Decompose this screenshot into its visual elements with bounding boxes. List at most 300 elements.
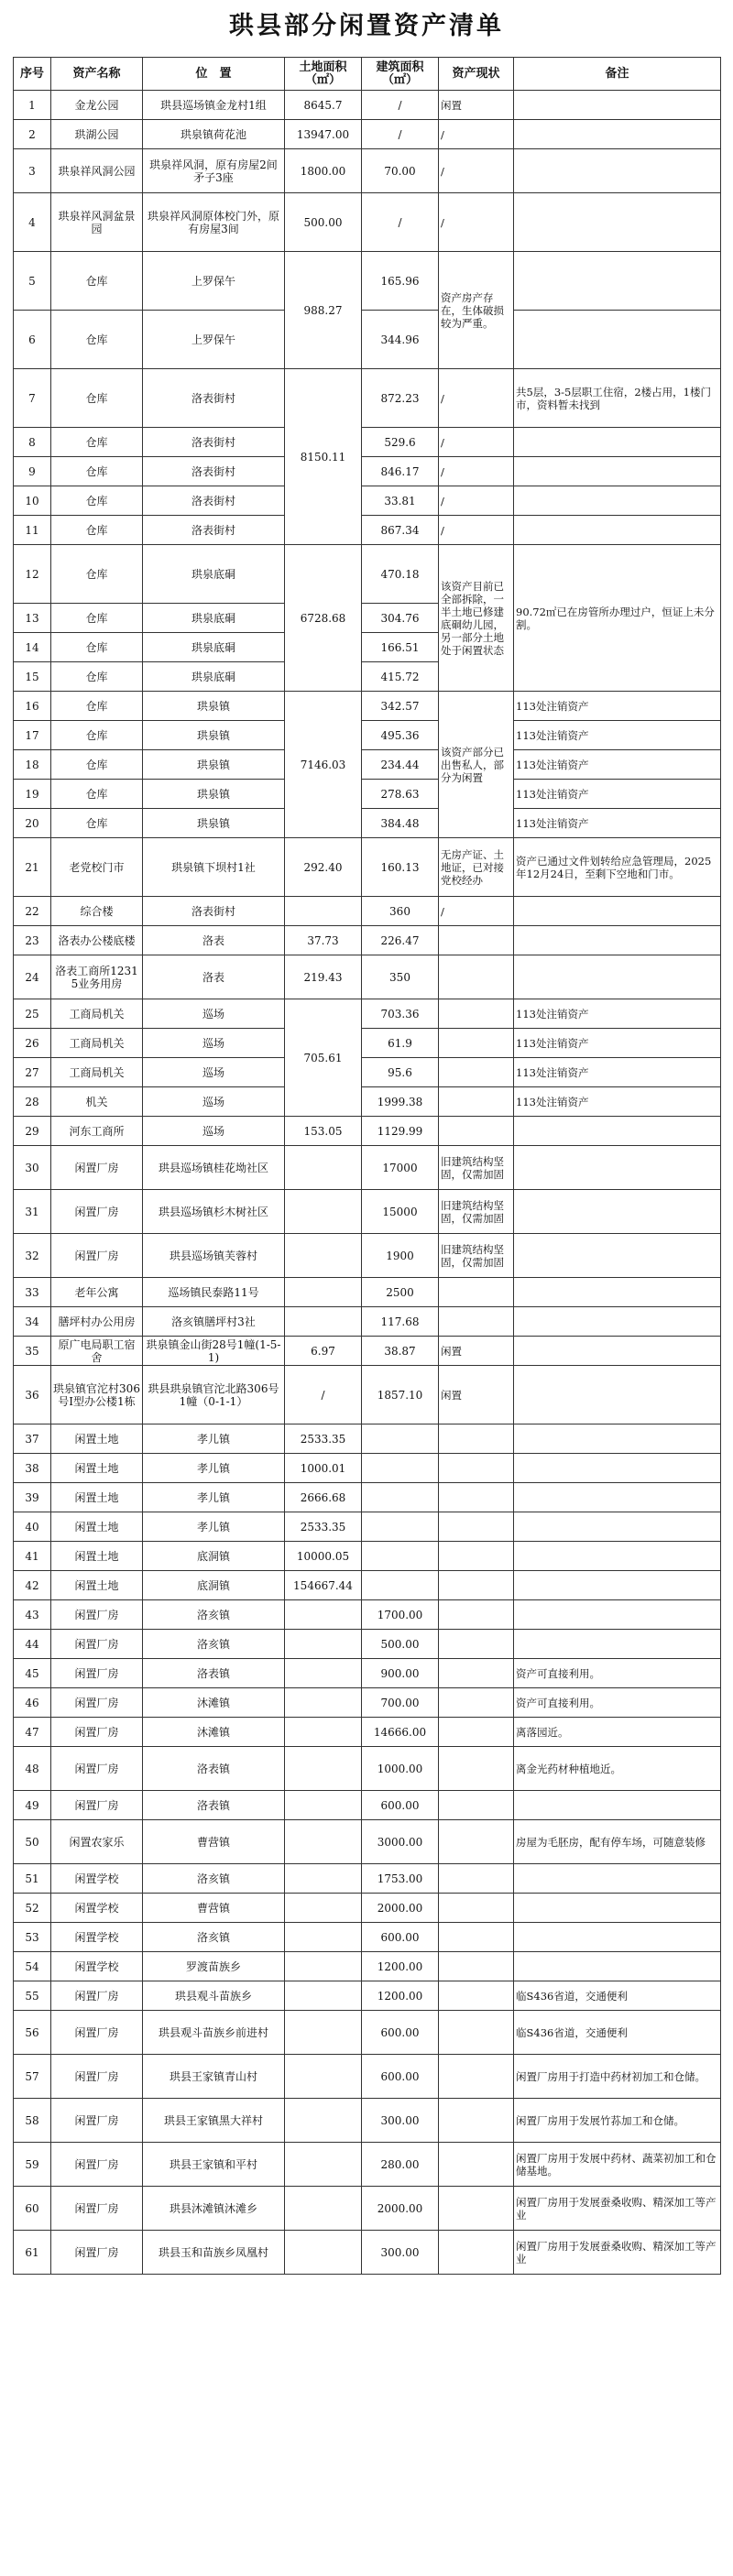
cell-name: 金龙公园 (51, 91, 143, 120)
cell-remark (514, 1190, 721, 1234)
cell-location: 上罗保午 (143, 311, 285, 369)
cell-location: 底洞镇 (143, 1542, 285, 1571)
cell-no: 53 (14, 1923, 51, 1952)
cell-building: 600.00 (362, 2055, 439, 2099)
cell-location: 孝儿镇 (143, 1424, 285, 1454)
table-row (14, 1307, 721, 1337)
cell-land (285, 1747, 362, 1791)
cell-no: 43 (14, 1600, 51, 1630)
table-row (14, 486, 721, 516)
cell-no: 37 (14, 1424, 51, 1454)
cell-location: 珙泉镇 (143, 750, 285, 780)
cell-building: 280.00 (362, 2143, 439, 2187)
table-row (14, 1688, 721, 1718)
cell-land: / (285, 1366, 362, 1424)
cell-remark: 闲置厂房用于发展蚕桑收购、精深加工等产业 (514, 2231, 721, 2275)
cell-status (439, 1659, 514, 1688)
cell-no: 31 (14, 1190, 51, 1234)
header-name: 资产名称 (51, 58, 143, 91)
cell-location: 孝儿镇 (143, 1483, 285, 1512)
cell-remark (514, 486, 721, 516)
cell-no: 24 (14, 955, 51, 999)
cell-status: / (439, 457, 514, 486)
cell-location: 珙县巡场镇桂花坳社区 (143, 1146, 285, 1190)
cell-building: 160.13 (362, 838, 439, 897)
cell-location: 珙泉底硐 (143, 662, 285, 692)
cell-land (285, 2055, 362, 2099)
cell-no: 39 (14, 1483, 51, 1512)
cell-no: 12 (14, 545, 51, 604)
table-row (14, 1146, 721, 1190)
table-row (14, 1791, 721, 1820)
cell-no: 33 (14, 1278, 51, 1307)
cell-location: 洛表镇 (143, 1791, 285, 1820)
table-row (14, 2231, 721, 2275)
table-row (14, 1923, 721, 1952)
cell-no: 6 (14, 311, 51, 369)
cell-remark (514, 1791, 721, 1820)
cell-location: 洛表街村 (143, 428, 285, 457)
cell-status (439, 1630, 514, 1659)
cell-remark (514, 1571, 721, 1600)
cell-no: 25 (14, 999, 51, 1029)
cell-land: 988.27 (285, 252, 362, 369)
cell-no: 14 (14, 633, 51, 662)
cell-building: 1129.99 (362, 1117, 439, 1146)
cell-name: 闲置土地 (51, 1542, 143, 1571)
cell-name: 闲置土地 (51, 1424, 143, 1454)
cell-location: 上罗保午 (143, 252, 285, 311)
cell-building: 304.76 (362, 604, 439, 633)
table-row (14, 1718, 721, 1747)
cell-remark (514, 193, 721, 252)
cell-land (285, 2143, 362, 2187)
cell-location: 珙泉底硐 (143, 604, 285, 633)
table-row (14, 721, 721, 750)
cell-remark (514, 1483, 721, 1512)
cell-status: 该资产部分已出售私人，部分为闲置 (439, 692, 514, 838)
cell-location: 洛表 (143, 955, 285, 999)
cell-name: 闲置农家乐 (51, 1820, 143, 1864)
cell-name: 闲置厂房 (51, 1234, 143, 1278)
cell-name: 仓库 (51, 516, 143, 545)
cell-location: 洛表 (143, 926, 285, 955)
cell-location: 沐滩镇 (143, 1718, 285, 1747)
cell-location: 孝儿镇 (143, 1454, 285, 1483)
cell-land: 154667.44 (285, 1571, 362, 1600)
cell-land: 2533.35 (285, 1424, 362, 1454)
cell-building: 529.6 (362, 428, 439, 457)
table-row (14, 1747, 721, 1791)
cell-status (439, 926, 514, 955)
cell-location: 洛表街村 (143, 369, 285, 428)
cell-no: 57 (14, 2055, 51, 2099)
cell-building: 278.63 (362, 780, 439, 809)
cell-land (285, 1864, 362, 1894)
table-row (14, 750, 721, 780)
cell-status (439, 1454, 514, 1483)
cell-location: 珙泉祥风洞原体校门外，原有房屋3间 (143, 193, 285, 252)
cell-remark: 共5层，3-5层职工住宿，2楼占用，1楼门市，资料暂未找到 (514, 369, 721, 428)
cell-name: 闲置厂房 (51, 1981, 143, 2011)
cell-remark (514, 1600, 721, 1630)
cell-land (285, 2011, 362, 2055)
cell-no: 2 (14, 120, 51, 149)
cell-remark: 闲置厂房用于打造中药材初加工和仓储。 (514, 2055, 721, 2099)
cell-land: 1000.01 (285, 1454, 362, 1483)
cell-location: 洛亥镇膳坪村3社 (143, 1307, 285, 1337)
cell-building: 117.68 (362, 1307, 439, 1337)
table-row (14, 1087, 721, 1117)
cell-land (285, 1278, 362, 1307)
cell-location: 巡场 (143, 1117, 285, 1146)
cell-land (285, 1820, 362, 1864)
cell-remark (514, 1864, 721, 1894)
cell-remark (514, 252, 721, 311)
table-row (14, 1820, 721, 1864)
cell-no: 11 (14, 516, 51, 545)
header-building-area: 建筑面积（㎡） (362, 58, 439, 91)
cell-remark (514, 1117, 721, 1146)
cell-location: 巡场镇民泰路11号 (143, 1278, 285, 1307)
cell-status (439, 1864, 514, 1894)
cell-no: 48 (14, 1747, 51, 1791)
cell-name: 闲置厂房 (51, 1146, 143, 1190)
cell-name: 闲置厂房 (51, 1718, 143, 1747)
cell-no: 59 (14, 2143, 51, 2187)
cell-name: 闲置厂房 (51, 1791, 143, 1820)
cell-location: 珙县王家镇和平村 (143, 2143, 285, 2187)
cell-name: 工商局机关 (51, 1029, 143, 1058)
cell-remark: 113处注销资产 (514, 999, 721, 1029)
table-row (14, 1952, 721, 1981)
cell-remark: 资产可直接利用。 (514, 1659, 721, 1688)
cell-no: 18 (14, 750, 51, 780)
header-land-area: 土地面积（㎡） (285, 58, 362, 91)
table-row (14, 2011, 721, 2055)
cell-location: 底洞镇 (143, 1571, 285, 1600)
cell-remark (514, 1234, 721, 1278)
cell-building: 33.81 (362, 486, 439, 516)
cell-no: 54 (14, 1952, 51, 1981)
table-row (14, 1058, 721, 1087)
cell-status: / (439, 897, 514, 926)
cell-remark: 113处注销资产 (514, 721, 721, 750)
table-row (14, 2187, 721, 2231)
table-row (14, 369, 721, 428)
table-row (14, 1542, 721, 1571)
cell-land: 2533.35 (285, 1512, 362, 1542)
cell-status: / (439, 149, 514, 193)
cell-remark: 资产已通过文件划转给应急管理局，2025年12月24日，至剩下空地和门市。 (514, 838, 721, 897)
cell-remark (514, 1542, 721, 1571)
cell-remark: 113处注销资产 (514, 692, 721, 721)
table-row (14, 193, 721, 252)
cell-building: 700.00 (362, 1688, 439, 1718)
cell-land (285, 1894, 362, 1923)
table-row (14, 1571, 721, 1600)
cell-building: 1700.00 (362, 1600, 439, 1630)
cell-land: 8150.11 (285, 369, 362, 545)
cell-building (362, 1571, 439, 1600)
cell-building: 1200.00 (362, 1981, 439, 2011)
cell-location: 沐滩镇 (143, 1688, 285, 1718)
cell-name: 仓库 (51, 486, 143, 516)
cell-land (285, 1600, 362, 1630)
table-row (14, 1278, 721, 1307)
cell-no: 40 (14, 1512, 51, 1542)
cell-location: 珙泉祥风洞，原有房屋2间矛子3座 (143, 149, 285, 193)
cell-building: 600.00 (362, 1791, 439, 1820)
cell-location: 洛表镇 (143, 1747, 285, 1791)
cell-status: 无房产证、土地证，已对接党校经办 (439, 838, 514, 897)
cell-status: 闲置 (439, 1337, 514, 1366)
cell-status (439, 1571, 514, 1600)
header-row (14, 58, 721, 91)
cell-land (285, 1688, 362, 1718)
cell-building: 415.72 (362, 662, 439, 692)
table-row (14, 1366, 721, 1424)
cell-location: 洛亥镇 (143, 1630, 285, 1659)
cell-building: 342.57 (362, 692, 439, 721)
cell-remark (514, 457, 721, 486)
table-row (14, 1337, 721, 1366)
cell-location: 珙县珙泉镇官沱北路306号1幢（0-1-1） (143, 1366, 285, 1424)
cell-location: 珙泉镇 (143, 780, 285, 809)
table-row (14, 545, 721, 604)
cell-location: 珙泉镇荷花池 (143, 120, 285, 149)
cell-status (439, 2011, 514, 2055)
cell-no: 38 (14, 1454, 51, 1483)
cell-remark (514, 1512, 721, 1542)
cell-name: 原广电局职工宿舍 (51, 1337, 143, 1366)
cell-building: 846.17 (362, 457, 439, 486)
cell-location: 珙县观斗苗族乡 (143, 1981, 285, 2011)
cell-status (439, 2231, 514, 2275)
cell-no: 44 (14, 1630, 51, 1659)
cell-no: 50 (14, 1820, 51, 1864)
cell-remark (514, 1454, 721, 1483)
table-row (14, 428, 721, 457)
cell-no: 5 (14, 252, 51, 311)
cell-name: 仓库 (51, 369, 143, 428)
cell-name: 闲置土地 (51, 1512, 143, 1542)
cell-building: / (362, 91, 439, 120)
cell-land (285, 2187, 362, 2231)
cell-location: 巡场 (143, 999, 285, 1029)
cell-land: 6.97 (285, 1337, 362, 1366)
table-row (14, 1659, 721, 1688)
cell-status (439, 1820, 514, 1864)
cell-land: 500.00 (285, 193, 362, 252)
cell-no: 27 (14, 1058, 51, 1087)
cell-remark (514, 1952, 721, 1981)
cell-building: 166.51 (362, 633, 439, 662)
cell-status: 资产房产存在，生体破损较为严重。 (439, 252, 514, 369)
cell-remark (514, 1337, 721, 1366)
cell-remark: 离金光药材种植地近。 (514, 1747, 721, 1791)
table-row (14, 780, 721, 809)
cell-land (285, 1234, 362, 1278)
cell-location: 珙泉镇 (143, 721, 285, 750)
cell-land (285, 1307, 362, 1337)
table-row (14, 2143, 721, 2187)
cell-name: 仓库 (51, 545, 143, 604)
cell-building: 600.00 (362, 2011, 439, 2055)
cell-remark (514, 926, 721, 955)
cell-location: 孝儿镇 (143, 1512, 285, 1542)
cell-no: 36 (14, 1366, 51, 1424)
table-row (14, 897, 721, 926)
cell-status (439, 1483, 514, 1512)
cell-status (439, 1981, 514, 2011)
cell-land (285, 1952, 362, 1981)
cell-name: 仓库 (51, 311, 143, 369)
cell-building (362, 1483, 439, 1512)
cell-remark: 113处注销资产 (514, 750, 721, 780)
cell-name: 工商局机关 (51, 999, 143, 1029)
cell-status (439, 1791, 514, 1820)
cell-no: 55 (14, 1981, 51, 2011)
cell-building: 344.96 (362, 311, 439, 369)
cell-name: 珙泉祥风洞公园 (51, 149, 143, 193)
cell-name: 珙泉镇官沱村306号Ⅰ型办公楼1栋 (51, 1366, 143, 1424)
table-row (14, 1894, 721, 1923)
cell-no: 52 (14, 1894, 51, 1923)
cell-no: 41 (14, 1542, 51, 1571)
cell-land: 292.40 (285, 838, 362, 897)
cell-status: / (439, 193, 514, 252)
cell-building: 95.6 (362, 1058, 439, 1087)
cell-name: 膳坪村办公用房 (51, 1307, 143, 1337)
cell-building: 2000.00 (362, 1894, 439, 1923)
cell-status (439, 1307, 514, 1337)
cell-building: 1753.00 (362, 1864, 439, 1894)
cell-building (362, 1424, 439, 1454)
cell-name: 闲置厂房 (51, 2055, 143, 2099)
cell-status (439, 1894, 514, 1923)
cell-name: 闲置厂房 (51, 1688, 143, 1718)
cell-land: 8645.7 (285, 91, 362, 120)
cell-building: 300.00 (362, 2099, 439, 2143)
table-row (14, 809, 721, 838)
cell-name: 仓库 (51, 809, 143, 838)
cell-status: 旧建筑结构坚固，仅需加固 (439, 1234, 514, 1278)
cell-location: 珙泉镇下坝村1社 (143, 838, 285, 897)
cell-no: 20 (14, 809, 51, 838)
cell-building: 500.00 (362, 1630, 439, 1659)
cell-name: 闲置厂房 (51, 2011, 143, 2055)
table-row (14, 1600, 721, 1630)
table-row (14, 2099, 721, 2143)
cell-location: 珙县巡场镇杉木树社区 (143, 1190, 285, 1234)
cell-name: 仓库 (51, 252, 143, 311)
cell-building: 1857.10 (362, 1366, 439, 1424)
table-row (14, 955, 721, 999)
cell-building: 15000 (362, 1190, 439, 1234)
cell-land (285, 2231, 362, 2275)
cell-building: 703.36 (362, 999, 439, 1029)
cell-location: 洛表街村 (143, 516, 285, 545)
cell-no: 10 (14, 486, 51, 516)
cell-remark (514, 1630, 721, 1659)
cell-remark: 闲置厂房用于发展中药材、蔬菜初加工和仓储基地。 (514, 2143, 721, 2187)
table-row (14, 926, 721, 955)
cell-name: 珙湖公园 (51, 120, 143, 149)
cell-no: 28 (14, 1087, 51, 1117)
cell-building: 384.48 (362, 809, 439, 838)
cell-status: / (439, 369, 514, 428)
cell-no: 32 (14, 1234, 51, 1278)
cell-building: 70.00 (362, 149, 439, 193)
cell-name: 仓库 (51, 780, 143, 809)
cell-land: 705.61 (285, 999, 362, 1117)
cell-building: 1000.00 (362, 1747, 439, 1791)
cell-status: / (439, 486, 514, 516)
cell-building: 3000.00 (362, 1820, 439, 1864)
cell-building (362, 1454, 439, 1483)
cell-location: 珙县巡场镇金龙村1组 (143, 91, 285, 120)
table-row (14, 1424, 721, 1454)
cell-no: 7 (14, 369, 51, 428)
table-row (14, 1117, 721, 1146)
cell-building (362, 1542, 439, 1571)
cell-building: 17000 (362, 1146, 439, 1190)
cell-name: 闲置厂房 (51, 1190, 143, 1234)
table-row (14, 1029, 721, 1058)
cell-location: 洛亥镇 (143, 1923, 285, 1952)
cell-remark (514, 1424, 721, 1454)
cell-building: 867.34 (362, 516, 439, 545)
cell-status (439, 1058, 514, 1087)
cell-location: 珙泉镇 (143, 809, 285, 838)
cell-remark (514, 516, 721, 545)
cell-name: 闲置土地 (51, 1571, 143, 1600)
cell-building: 872.23 (362, 369, 439, 428)
cell-name: 闲置学校 (51, 1952, 143, 1981)
cell-remark: 闲置厂房用于发展竹荪加工和仓储。 (514, 2099, 721, 2143)
cell-name: 仓库 (51, 428, 143, 457)
cell-name: 洛表办公楼底楼 (51, 926, 143, 955)
cell-building: 1999.38 (362, 1087, 439, 1117)
cell-remark (514, 1894, 721, 1923)
header-location: 位 置 (143, 58, 285, 91)
cell-building: / (362, 193, 439, 252)
table-row (14, 252, 721, 311)
cell-no: 19 (14, 780, 51, 809)
cell-name: 老党校门市 (51, 838, 143, 897)
cell-remark (514, 91, 721, 120)
cell-name: 闲置厂房 (51, 2143, 143, 2187)
table-row (14, 1234, 721, 1278)
cell-building: 300.00 (362, 2231, 439, 2275)
cell-location: 珙县王家镇青山村 (143, 2055, 285, 2099)
cell-name: 仓库 (51, 750, 143, 780)
cell-land: 153.05 (285, 1117, 362, 1146)
cell-name: 闲置厂房 (51, 1600, 143, 1630)
cell-name: 闲置厂房 (51, 1747, 143, 1791)
cell-name: 仓库 (51, 604, 143, 633)
cell-name: 机关 (51, 1087, 143, 1117)
cell-building: 2000.00 (362, 2187, 439, 2231)
cell-status: / (439, 516, 514, 545)
cell-building: 900.00 (362, 1659, 439, 1688)
cell-location: 珙县王家镇黑大祥村 (143, 2099, 285, 2143)
cell-name: 工商局机关 (51, 1058, 143, 1087)
cell-land: 2666.68 (285, 1483, 362, 1512)
cell-status (439, 1600, 514, 1630)
cell-remark: 临S436省道，交通便利 (514, 2011, 721, 2055)
